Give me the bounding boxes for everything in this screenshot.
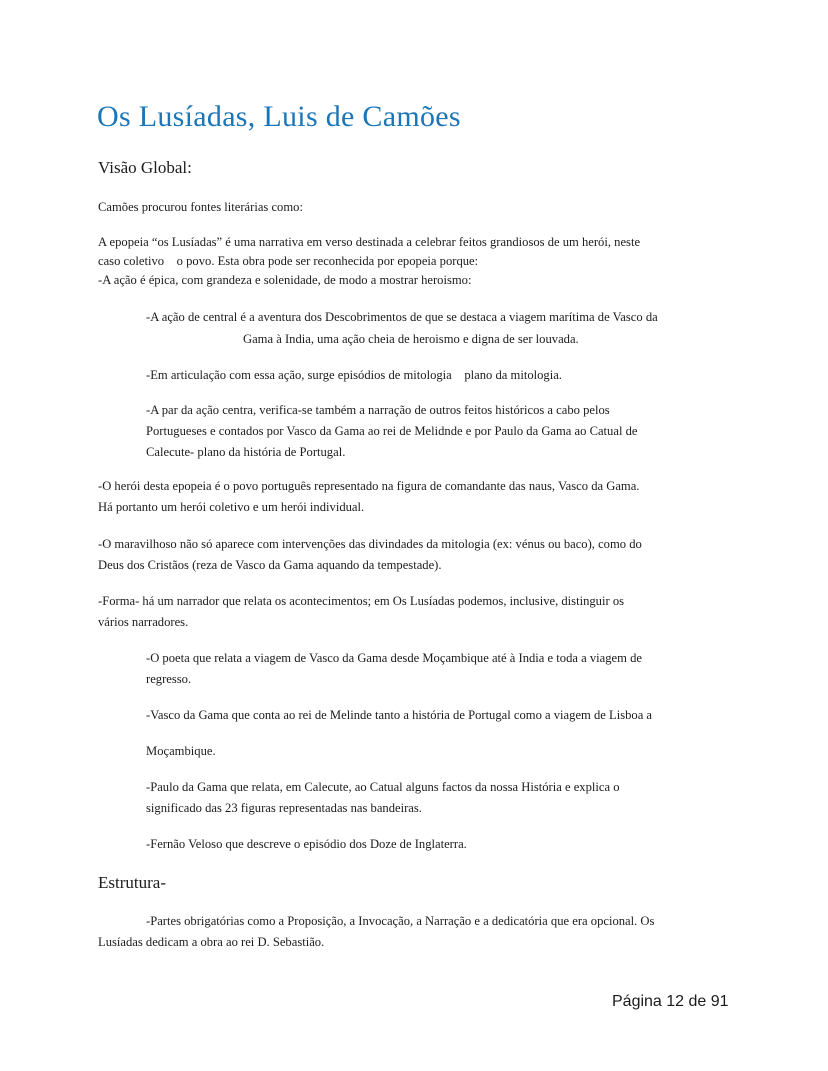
text-line: -O herói desta epopeia é o povo português representado na figura de comandante das naus, Vasco da Gama. xyxy=(98,479,640,493)
text-line: Lusíadas dedicam a obra ao rei D. Sebastião. xyxy=(98,935,325,949)
forma-paragraph xyxy=(98,591,624,633)
estrutura-paragraph xyxy=(98,911,654,953)
text-line: Camões procurou fontes literárias como: xyxy=(98,200,303,214)
text-line: -Paulo da Gama que relata, em Calecute, ao Catual alguns factos da nossa História e explica o xyxy=(146,780,620,794)
maravilhoso-paragraph xyxy=(98,534,642,576)
mitologia-paragraph xyxy=(146,365,562,385)
text-line: Calecute- plano da história de Portugal. xyxy=(146,445,346,459)
narrador-poeta-paragraph xyxy=(146,648,642,690)
text-line: Gama à India, uma ação cheia de heroismo e digna de ser louvada. xyxy=(243,332,579,346)
historia-paragraph xyxy=(146,400,637,463)
text-line: -Em articulação com essa ação, surge episódios de mitologia plano da mitologia. xyxy=(146,368,562,382)
narrador-fernao-paragraph xyxy=(146,834,467,854)
text-line: -A ação é épica, com grandeza e solenidade, de modo a mostrar heroismo: xyxy=(98,273,472,287)
narrador-vasco-paragraph xyxy=(146,705,652,761)
acao-central-paragraph xyxy=(146,306,658,350)
page-number: Página 12 de 91 xyxy=(612,993,729,1010)
text-line: Há portanto um herói coletivo e um herói individual. xyxy=(98,500,365,514)
text-line: regresso. xyxy=(146,672,192,686)
text-line: -O poeta que relata a viagem de Vasco da Gama desde Moçambique até à India e toda a viagem de xyxy=(146,651,642,665)
text-line: A epopeia “os Lusíadas” é uma narrativa em verso destinada a celebrar feitos grandiosos de um herói, neste xyxy=(98,235,641,249)
text-line: -A ação de central é a aventura dos Descobrimentos de que se destaca a viagem marítima de Vasco da xyxy=(146,310,658,324)
page-title: Os Lusíadas, Luis de Camões xyxy=(97,100,461,133)
text-line: significado das 23 figuras representadas nas bandeiras. xyxy=(146,801,422,815)
text-line: Deus dos Cristãos (reza de Vasco da Gama aquando da tempestade). xyxy=(98,558,442,572)
intro-paragraph xyxy=(98,197,303,217)
text-line: caso coletivo o povo. Esta obra pode ser reconhecida por epopeia porque: xyxy=(98,254,479,268)
heroi-paragraph xyxy=(98,476,639,518)
text-line: -A par da ação centra, verifica-se também a narração de outros feitos históricos a cabo pelos xyxy=(146,403,610,417)
text-line: vários narradores. xyxy=(98,615,189,629)
text-line: Moçambique. xyxy=(146,744,216,758)
text-line: -Fernão Veloso que descreve o episódio dos Doze de Inglaterra. xyxy=(146,837,467,851)
section-heading-estrutura: Estrutura- xyxy=(98,873,166,892)
text-line: -Vasco da Gama que conta ao rei de Melinde tanto a história de Portugal como a viagem de Lisboa a xyxy=(146,708,653,722)
text-line: -Partes obrigatórias como a Proposição, a Invocação, a Narração e a dedicatória que era opcional. Os xyxy=(146,914,655,928)
narrador-paulo-paragraph xyxy=(146,777,620,819)
text-line: -O maravilhoso não só aparece com intervenções das divindades da mitologia (ex: vénus ou baco), como do xyxy=(98,537,642,551)
section-heading-visao-global: Visão Global: xyxy=(98,158,192,177)
text-line: -Forma- há um narrador que relata os acontecimentos; em Os Lusíadas podemos, inclusive, distinguir os xyxy=(98,594,625,608)
epopeia-paragraph xyxy=(98,233,640,290)
text-line: Portugueses e contados por Vasco da Gama ao rei de Melidnde e por Paulo da Gama ao Catual de xyxy=(146,424,638,438)
